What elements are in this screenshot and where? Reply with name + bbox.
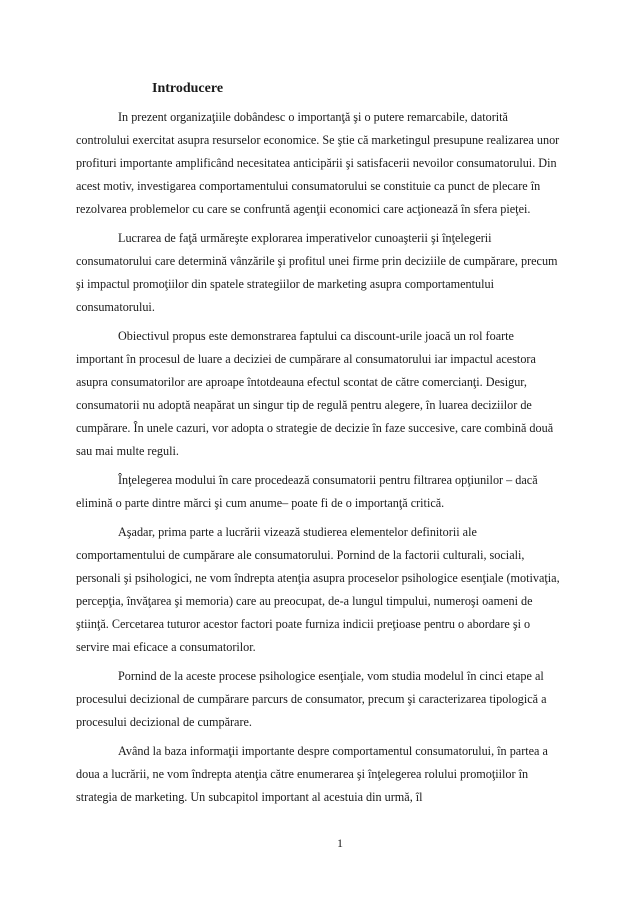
paragraph-5: Aşadar, prima parte a lucrării vizează studierea elementelor definitorii ale comportamentului de cumpărare ale consumatorului. Pornind de la factorii culturali, sociali, personali şi psihologici, ne vom îndrepta atenţia asupra proceselor psihologice esenţiale (motivaţia, percepţia, învăţarea şi memoria) care au preocupat, de-a lungul timpului, numeroşi oameni de ştiinţă. Cercetarea tuturor acestor factori poate furniza indicii preţioase pentru o abordare şi o servire mai eficace a consumatorilor. [76,525,560,654]
section-title: Introducere [152,81,224,96]
page-number: 1 [337,836,343,850]
paragraph-4: Înţelegerea modului în care procedează consumatorii pentru filtrarea opţiunilor – dacă elimină o parte dintre mărci şi cum anume– poate fi de o importanţă critică. [76,473,538,510]
paragraph-7: Având la baza informaţii importante despre comportamentul consumatorului, în partea a doua a lucrării, ne vom îndrepta atenţia către enumerarea şi înţelegerea rolului promoţiilor în strategia de marketing. Un subcapitol important al acestuia din urmă, îl [76,744,548,804]
paragraph-3: Obiectivul propus este demonstrarea faptului ca discount-urile joacă un rol foarte important în procesul de luare a deciziei de cumpărare al consumatorului iar impactul acestora asupra consumatorilor are aproape întotdeauna efectul scontat de către comercianţi. Desigur, consumatorii nu adoptă neapărat un singur tip de regulă pentru alegere, în luarea deciziilor de cumpărare. În unele cazuri, vor adopta o strategie de decizie în faze succesive, care combină două sau mai multe reguli. [76,329,554,458]
paragraph-6: Pornind de la aceste procese psihologice esenţiale, vom studia modelul în cinci etape al procesului decizional de cumpărare parcurs de consumator, precum şi caracterizarea tipologică a procesului decizional de cumpărare. [76,669,547,729]
paragraph-2: Lucrarea de faţă urmăreşte explorarea imperativelor cunoaşterii şi înţelegerii consumatorului care determină vânzările şi profitul unei firme prin deciziile de cumpărare, precum şi impactul promoţiilor din spatele strategiilor de marketing asupra comportamentului consumatorului. [76,231,558,314]
paragraph-1: In prezent organizaţiile dobândesc o importanţă şi o putere remarcabile, datorită controlului exercitat asupra resurselor economice. Se ştie că marketingul presupune realizarea unor profituri importante amplificând necesitatea anticipării şi satisfacerii nevoilor consumatorului. Din acest motiv, investigarea comportamentului consumatorului se constituie ca punct de plecare în rezolvarea problemelor cu care se confruntă agenţii economici care acţionează în sfera pieţei. [76,110,560,216]
body-text [76,106,563,815]
